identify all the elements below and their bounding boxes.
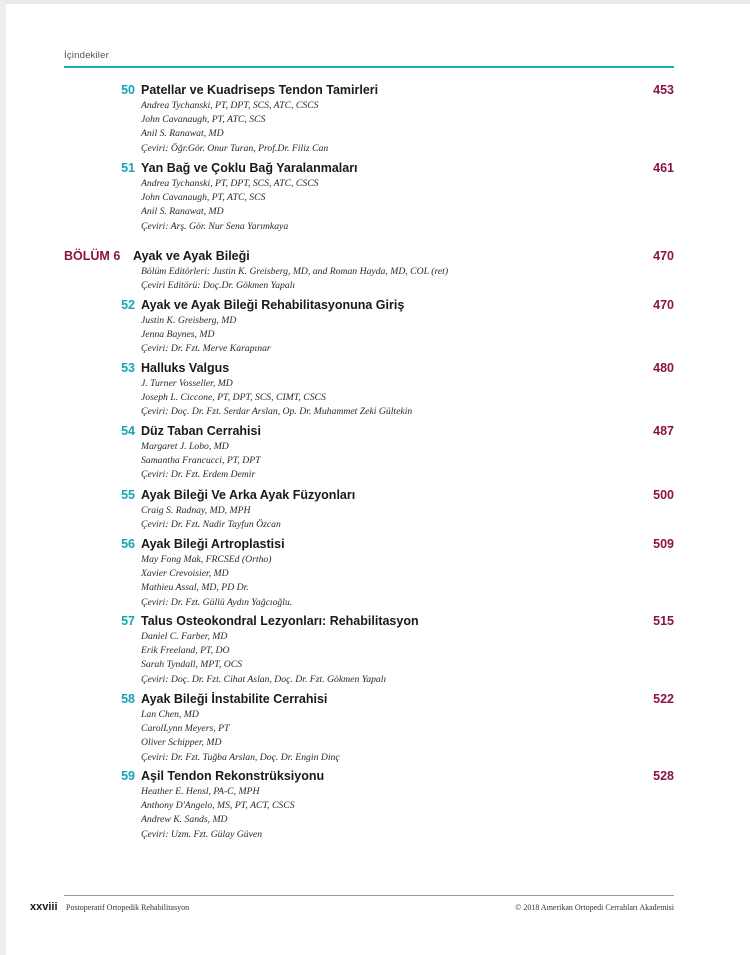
section-title[interactable]: Ayak ve Ayak Bileği <box>133 249 250 263</box>
author-list <box>141 553 750 610</box>
page-number: 461 <box>653 161 674 175</box>
chapter-title[interactable]: Ayak Bileği İnstabilite Cerrahisi <box>141 692 328 706</box>
chapter-title[interactable]: Ayak ve Ayak Bileği Rehabilitasyonuna Giriş <box>141 298 405 312</box>
chapter-title[interactable]: Talus Osteokondral Lezyonları: Rehabilitasyon <box>141 614 419 628</box>
author-line: Anil S. Ranawat, MD <box>141 128 224 140</box>
author-line: Erik Freeland, PT, DO <box>141 645 230 657</box>
author-line: Andrea Tychanski, PT, DPT, SCS, ATC, CSCS <box>141 178 319 189</box>
toc-entry <box>0 488 750 532</box>
author-list <box>141 785 750 842</box>
author-line: Andrew K. Sands, MD <box>141 814 228 826</box>
chapter-title[interactable]: Halluks Valgus <box>141 361 230 375</box>
chapter-title[interactable]: Ayak Bileği Artroplastisi <box>141 537 285 551</box>
section-editors <box>141 265 750 293</box>
toc-entry <box>0 537 750 610</box>
translator-line: Çeviri: Dr. Fzt. Nadir Tayfun Özcan <box>141 519 281 531</box>
toc-entry <box>0 361 750 420</box>
translator-line: Çeviri: Dr. Fzt. Merve Karapınar <box>141 343 271 355</box>
section-number: 6 <box>113 249 121 263</box>
chapter-number: 53 <box>121 361 135 375</box>
translator-line: Çeviri: Öğr.Gör. Onur Turan, Prof.Dr. Filiz Can <box>141 142 329 154</box>
chapter-number: 51 <box>121 161 135 175</box>
toc-entry <box>0 298 750 357</box>
translation-editor-line: Çeviri Editörü: Doç.Dr. Gökmen Yapalı <box>141 280 296 292</box>
author-list <box>141 708 750 765</box>
author-line: Xavier Crevoisier, MD <box>141 568 229 580</box>
author-line: CarolLynn Meyers, PT <box>141 723 230 735</box>
toc-entry <box>0 424 750 483</box>
author-line: Anthony D'Angelo, MS, PT, ACT, CSCS <box>141 800 295 812</box>
author-line: Anil S. Ranawat, MD <box>141 206 224 218</box>
author-line: Justin K. Greisberg, MD <box>141 315 237 326</box>
author-line: Joseph L. Ciccone, PT, DPT, SCS, CIMT, CSCS <box>141 392 326 404</box>
author-list <box>141 99 750 156</box>
author-line: May Fong Mak, FRCSEd (Ortho) <box>141 554 272 565</box>
author-line: John Cavanaugh, PT, ATC, SCS <box>141 114 266 126</box>
author-list <box>141 440 750 483</box>
author-line: Mathieu Assal, MD, PD Dr. <box>141 582 249 594</box>
footer-book-title: Postoperatif Ortopedik Rehabilitasyon <box>66 903 190 912</box>
author-line: J. Turner Vosseller, MD <box>141 378 233 389</box>
chapter-title[interactable]: Patellar ve Kuadriseps Tendon Tamirleri <box>141 83 379 97</box>
author-list <box>141 630 750 687</box>
footer-page-number: xxviii <box>30 901 58 913</box>
chapter-number: 54 <box>121 424 135 438</box>
author-line: Margaret J. Lobo, MD <box>141 441 229 452</box>
chapter-number: 58 <box>121 692 135 706</box>
footer-copyright: © 2018 Amerikan Ortopedi Cerrahları Akademisi <box>515 903 674 912</box>
chapter-number: 56 <box>121 537 135 551</box>
chapter-number: 55 <box>121 488 135 502</box>
chapter-number: 59 <box>121 769 135 783</box>
translator-line: Çeviri: Dr. Fzt. Güllü Aydın Yağcıoğlu. <box>141 596 293 608</box>
translator-line: Çeviri: Doç. Dr. Fzt. Cihat Aslan, Doç. Dr. Fzt. Gökmen Yapalı <box>141 673 387 685</box>
header-rule <box>64 66 674 68</box>
toc-entry <box>0 161 750 234</box>
page-number: 470 <box>653 298 674 312</box>
author-list <box>141 504 750 532</box>
translator-line: Çeviri: Dr. Fzt. Erdem Demir <box>141 469 256 481</box>
page-number: 515 <box>653 614 674 628</box>
editors-line: Bölüm Editörleri: Justin K. Greisberg, MD, and Roman Hayda, MD, COL (ret) <box>141 266 449 277</box>
toc-entry <box>0 769 750 842</box>
section-heading <box>0 249 750 293</box>
author-list <box>141 177 750 234</box>
author-line: Heather E. Hensl, PA-C, MPH <box>141 786 260 797</box>
translator-line: Çeviri: Uzm. Fzt. Gülay Güven <box>141 828 263 840</box>
page-top-edge <box>0 0 750 4</box>
author-list <box>141 377 750 420</box>
toc-entry <box>0 614 750 687</box>
toc-entry <box>0 83 750 156</box>
chapter-number: 57 <box>121 614 135 628</box>
page-number: 453 <box>653 83 674 97</box>
page-number: 487 <box>653 424 674 438</box>
footer-rule <box>64 895 674 896</box>
section-word: BÖLÜM <box>64 249 110 263</box>
running-header: İçindekiler <box>64 50 109 61</box>
author-line: Daniel C. Farber, MD <box>141 631 228 642</box>
translator-line: Çeviri: Arş. Gör. Nur Sena Yarımkaya <box>141 220 289 232</box>
author-line: Craig S. Radnay, MD, MPH <box>141 505 251 516</box>
page-number: 480 <box>653 361 674 375</box>
translator-line: Çeviri: Doç. Dr. Fzt. Serdar Arslan, Op. Dr. Muhammet Zeki Gültekin <box>141 406 413 418</box>
author-line: Andrea Tychanski, PT, DPT, SCS, ATC, CSCS <box>141 100 319 111</box>
author-line: John Cavanaugh, PT, ATC, SCS <box>141 192 266 204</box>
author-line: Oliver Schipper, MD <box>141 737 222 749</box>
toc-entry <box>0 692 750 765</box>
author-line: Lan Chen, MD <box>141 709 199 720</box>
page-number: 528 <box>653 769 674 783</box>
author-line: Samantha Francucci, PT, DPT <box>141 455 261 467</box>
chapter-title[interactable]: Aşil Tendon Rekonstrüksiyonu <box>141 769 325 783</box>
page-number: 500 <box>653 488 674 502</box>
translator-line: Çeviri: Dr. Fzt. Tuğba Arslan, Doç. Dr. Engin Dinç <box>141 751 340 763</box>
chapter-number: 52 <box>121 298 135 312</box>
section-label <box>64 249 120 263</box>
page-number: 509 <box>653 537 674 551</box>
page-number: 470 <box>653 249 674 263</box>
chapter-title[interactable]: Yan Bağ ve Çoklu Bağ Yaralanmaları <box>141 161 358 175</box>
chapter-number: 50 <box>121 83 135 97</box>
author-list <box>141 314 750 357</box>
chapter-title[interactable]: Ayak Bileği Ve Arka Ayak Füzyonları <box>141 488 356 502</box>
author-line: Jenna Baynes, MD <box>141 329 215 341</box>
page-number: 522 <box>653 692 674 706</box>
author-line: Sarah Tyndall, MPT, OCS <box>141 659 243 671</box>
chapter-title[interactable]: Düz Taban Cerrahisi <box>141 424 261 438</box>
